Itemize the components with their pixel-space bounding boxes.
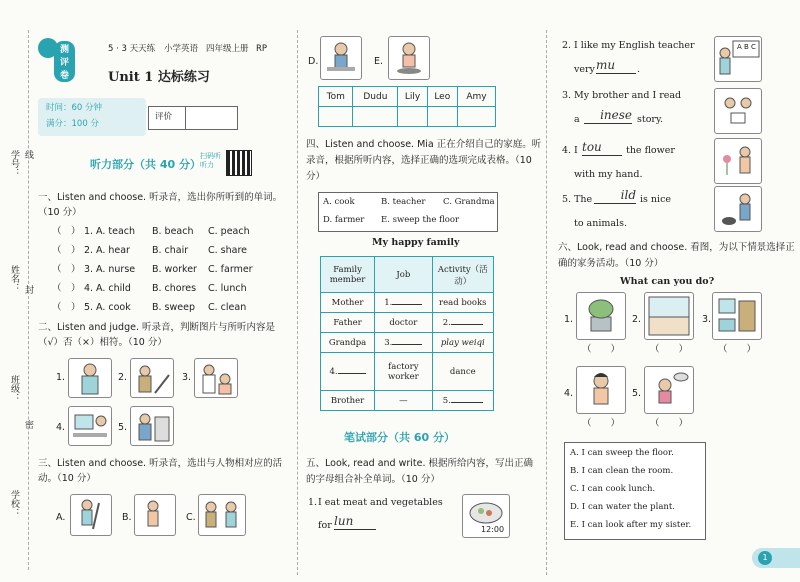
eval-label: 评价 bbox=[155, 112, 173, 122]
s6-blank[interactable]: （ ） bbox=[650, 418, 689, 429]
s5-text: I bbox=[574, 145, 578, 156]
s5-text: with my hand. bbox=[574, 169, 643, 180]
s5-text: to animals. bbox=[574, 218, 627, 229]
family-cell: Brother bbox=[321, 391, 375, 411]
s1-blank[interactable]: （ ） bbox=[52, 302, 81, 313]
s5-text: story. bbox=[637, 114, 664, 125]
s5-text: The bbox=[574, 194, 593, 205]
family-cell: factory worker bbox=[375, 353, 433, 391]
child-with-cat-picture bbox=[714, 186, 762, 232]
family-header: Activity（活动） bbox=[432, 257, 493, 293]
s6-option: A. I can sweep the floor. bbox=[570, 448, 674, 458]
s1-option: C. share bbox=[208, 245, 248, 256]
s1-option: C. clean bbox=[208, 302, 247, 313]
s5-answer[interactable]: lun bbox=[334, 514, 376, 530]
s1-option: A. cook bbox=[96, 302, 131, 313]
margin-cut-line bbox=[28, 30, 29, 570]
family-cell: Grandpa bbox=[321, 333, 375, 353]
s6-num: 4. bbox=[564, 388, 574, 399]
blank-no: 4. bbox=[329, 366, 338, 377]
margin-seal: 封 bbox=[23, 285, 33, 294]
s4-option: C. Grandma bbox=[443, 197, 495, 207]
column-divider bbox=[546, 30, 547, 575]
column-divider bbox=[297, 30, 298, 575]
name-cell: Leo bbox=[427, 87, 457, 107]
family-table bbox=[320, 256, 494, 411]
s1-title: 一、Listen and choose. 听录音，选出你所听到的单词。（10 分） bbox=[38, 192, 283, 218]
board-text: A B C bbox=[737, 43, 756, 51]
s3-option: D. bbox=[308, 56, 319, 67]
s2-num: 3. bbox=[182, 372, 192, 383]
s4-options-box bbox=[318, 192, 498, 232]
names-table bbox=[318, 86, 496, 127]
cooking-picture bbox=[388, 36, 430, 80]
family-cell: Mother bbox=[321, 293, 375, 313]
s1-no: 3. bbox=[84, 264, 94, 275]
s1-no: 2. bbox=[84, 245, 94, 256]
family-cell: read books bbox=[432, 293, 493, 313]
family-cell: dance bbox=[432, 353, 493, 391]
s4-option: A. cook bbox=[323, 197, 355, 207]
s2-num: 2. bbox=[118, 372, 128, 383]
s5-no: 4. bbox=[562, 145, 572, 156]
s6-option: E. I can look after my sister. bbox=[570, 520, 692, 530]
s1-option: B. beach bbox=[152, 226, 194, 237]
answer-cell[interactable] bbox=[353, 107, 398, 127]
answer-cell[interactable] bbox=[319, 107, 353, 127]
sweeping-picture bbox=[70, 494, 112, 536]
hungry-girl-picture bbox=[576, 366, 626, 414]
s1-option: B. worker bbox=[152, 264, 197, 275]
s1-option: C. peach bbox=[208, 226, 250, 237]
name-cell: Amy bbox=[457, 87, 495, 107]
s6-blank[interactable]: （ ） bbox=[718, 344, 757, 355]
s2-num: 1. bbox=[56, 372, 66, 383]
blank-no: 5. bbox=[442, 395, 451, 406]
s4-title: 四、Listen and choose. Mia 正在介绍自己的家庭。听录音，根据所听内容，选择正确的选项完成表格。（10 分） bbox=[306, 139, 542, 182]
s6-title: 六、Look, read and choose. 看图，为以下情景选择正确的家务活动。（10 分） bbox=[558, 242, 795, 269]
s6-num: 3. bbox=[702, 314, 712, 325]
s1-option: A. hear bbox=[96, 245, 130, 256]
s5-text: My brother and I read bbox=[574, 90, 682, 101]
time-label: 时间：60 分钟 bbox=[46, 103, 103, 113]
s1-option: B. sweep bbox=[152, 302, 195, 313]
page-title: Unit 1 达标练习 bbox=[108, 70, 210, 85]
qr-code[interactable] bbox=[226, 150, 252, 176]
cleaning-picture bbox=[134, 494, 176, 536]
messy-room-picture bbox=[712, 292, 762, 340]
s1-blank[interactable]: （ ） bbox=[52, 264, 81, 275]
family-cell: Father bbox=[321, 313, 375, 333]
margin-class: 班级： bbox=[9, 375, 19, 402]
s5-no: 2. bbox=[562, 40, 572, 51]
s4-option: B. teacher bbox=[381, 197, 426, 207]
answer-cell[interactable] bbox=[457, 107, 495, 127]
s1-blank[interactable]: （ ） bbox=[52, 245, 81, 256]
s1-no: 5. bbox=[84, 302, 94, 313]
s5-text: I like my English teacher bbox=[574, 40, 695, 51]
s1-blank[interactable]: （ ） bbox=[52, 283, 81, 294]
lunch-picture bbox=[462, 494, 510, 538]
doctor-picture bbox=[194, 358, 238, 398]
margin-school: 学校： bbox=[9, 490, 19, 517]
s1-option: C. lunch bbox=[208, 283, 247, 294]
plant-picture bbox=[576, 292, 626, 340]
s5-text: is nice bbox=[640, 194, 672, 205]
info-box bbox=[38, 98, 146, 136]
s1-no: 4. bbox=[84, 283, 94, 294]
answer-cell[interactable] bbox=[427, 107, 457, 127]
s1-option: A. child bbox=[96, 283, 131, 294]
s6-question: What can you do? bbox=[620, 276, 715, 287]
s3-option: A. bbox=[56, 512, 66, 523]
header-term: 四年级上册 bbox=[206, 44, 249, 54]
s5-text: for bbox=[318, 520, 332, 531]
s3-title: 三、Listen and choose. 听录音，选出与人物相对应的活动。（10 分） bbox=[38, 458, 283, 484]
blank-no: 2. bbox=[442, 317, 451, 328]
score-label: 满分：100 分 bbox=[46, 119, 99, 129]
qr-caption: 扫码听听力 bbox=[200, 152, 221, 169]
answer-cell[interactable] bbox=[398, 107, 427, 127]
s5-text: the flower bbox=[626, 145, 675, 156]
eval-divider bbox=[185, 107, 186, 129]
family-blank[interactable] bbox=[432, 313, 493, 333]
writing-section-title: 笔试部分（共 60 分） bbox=[344, 431, 455, 444]
s5-answer[interactable]: tou bbox=[582, 140, 622, 156]
s5-answer[interactable]: inese bbox=[584, 108, 632, 124]
s1-option: A. nurse bbox=[96, 264, 136, 275]
s5-no: 5. bbox=[562, 194, 572, 205]
name-cell: Tom bbox=[319, 87, 353, 107]
s6-num: 1. bbox=[564, 314, 574, 325]
s5-answer[interactable]: mu bbox=[596, 58, 636, 74]
s5-title: 五、Look, read and write. 根据所给内容，写出正确的字母组合补全单词。（10 分） bbox=[306, 458, 534, 485]
s4-option: D. farmer bbox=[323, 215, 365, 225]
s6-num: 5. bbox=[632, 388, 642, 399]
s1-option: A. teach bbox=[96, 226, 136, 237]
family-blank[interactable] bbox=[375, 293, 433, 313]
s6-option: C. I can cook lunch. bbox=[570, 484, 656, 494]
blank-no: 3. bbox=[384, 337, 393, 348]
s1-option: B. chair bbox=[152, 245, 189, 256]
s6-option: D. I can water the plant. bbox=[570, 502, 675, 512]
floor-picture bbox=[644, 292, 694, 340]
family-blank[interactable] bbox=[321, 353, 375, 391]
office-worker-picture bbox=[68, 406, 112, 446]
s6-blank[interactable]: （ ） bbox=[582, 344, 621, 355]
s5-text: I eat meat and vegetables bbox=[318, 497, 443, 508]
listening-section-title: 听力部分（共 40 分） bbox=[90, 158, 201, 171]
siblings-reading-picture bbox=[714, 88, 762, 134]
header-grade: 小学英语 bbox=[164, 44, 199, 54]
family-cell: doctor bbox=[375, 313, 433, 333]
s2-num: 4. bbox=[56, 422, 66, 433]
s6-blank[interactable]: （ ） bbox=[582, 418, 621, 429]
family-cell: play weiqi bbox=[432, 333, 493, 353]
family-blank[interactable] bbox=[375, 333, 433, 353]
blank-no: 1. bbox=[384, 297, 393, 308]
family-header: Job bbox=[375, 257, 433, 293]
s5-text: . bbox=[637, 64, 641, 75]
s6-blank[interactable]: （ ） bbox=[650, 344, 689, 355]
clock-text: 12:00 bbox=[481, 525, 505, 534]
s1-no: 1. bbox=[84, 226, 94, 237]
page-number: 1 bbox=[758, 551, 772, 565]
s4-option: E. sweep the floor bbox=[381, 215, 460, 225]
eval-box bbox=[148, 106, 238, 130]
teacher-picture bbox=[714, 36, 762, 82]
family-picture bbox=[198, 494, 246, 536]
header-edition: RP bbox=[256, 44, 268, 54]
s3-option: E. bbox=[374, 56, 384, 67]
margin-study-no: 学号： bbox=[9, 150, 19, 177]
s5-text: a bbox=[574, 114, 580, 125]
margin-name: 姓名： bbox=[9, 265, 19, 292]
s5-answer[interactable]: ild bbox=[594, 188, 636, 204]
header-series: 5 · 3 天天练 bbox=[108, 44, 156, 54]
flower-picture bbox=[714, 138, 762, 184]
s1-option: B. chores bbox=[152, 283, 197, 294]
margin-secret: 密 bbox=[23, 420, 33, 429]
family-header: Family member bbox=[321, 257, 375, 293]
name-cell: Lily bbox=[398, 87, 427, 107]
s3-option: B. bbox=[122, 512, 132, 523]
little-sister-picture bbox=[644, 366, 694, 414]
s5-text: very bbox=[574, 64, 595, 75]
page-number-tab bbox=[752, 548, 800, 568]
family-cell: — bbox=[375, 391, 433, 411]
s1-option: C. farmer bbox=[208, 264, 253, 275]
s6-num: 2. bbox=[632, 314, 642, 325]
margin-line: 线 bbox=[23, 150, 33, 159]
s1-blank[interactable]: （ ） bbox=[52, 226, 81, 237]
nurse-picture bbox=[68, 358, 112, 398]
s2-num: 5. bbox=[118, 422, 128, 433]
name-cell: Dudu bbox=[353, 87, 398, 107]
s3-option: C. bbox=[186, 512, 196, 523]
factory-worker-picture bbox=[130, 406, 174, 446]
family-table-title: My happy family bbox=[372, 237, 460, 248]
s6-options-box bbox=[564, 442, 706, 540]
s6-option: B. I can clean the room. bbox=[570, 466, 674, 476]
s2-title: 二、Listen and judge. 听录音，判断图片与所听内容是（√）否（×）相符。（10 分） bbox=[38, 322, 275, 348]
s5-no: 3. bbox=[562, 90, 572, 101]
family-blank[interactable] bbox=[432, 391, 493, 411]
header-badge: 测评卷 bbox=[54, 41, 75, 82]
reading-picture bbox=[320, 36, 362, 80]
s5-no: 1. bbox=[308, 497, 318, 508]
farmer-picture bbox=[130, 358, 174, 398]
